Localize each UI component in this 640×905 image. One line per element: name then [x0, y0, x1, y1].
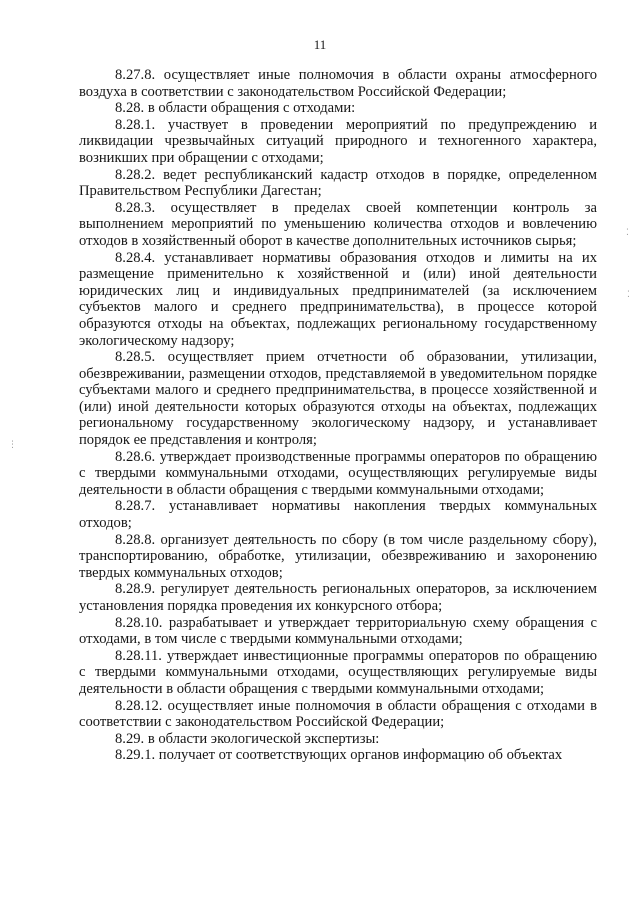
paragraph-8-28: 8.28. в области обращения с отходами:	[115, 100, 356, 117]
paragraph-8-27-8: 8.27.8. осуществляет иные полномочия в области охраны атмосферного воздуха в соответствии с законодательством Российской Федерации;	[79, 67, 597, 100]
paragraph-8-28-8: 8.28.8. организует деятельность по сбору (в том числе раздельному сбору), транспортированию, обработке, утилизации, обезвреживанию и захоронению твердых коммунальных отходов;	[79, 531, 597, 581]
paragraph-8-29: 8.29. в области экологической экспертизы:	[115, 730, 380, 747]
scan-speckle-right-bottom: ⁚	[627, 290, 630, 300]
scan-speckle-right-top: ⁚	[626, 228, 629, 238]
paragraph-8-28-5: 8.28.5. осуществляет прием отчетности об образовании, утилизации, обезвреживании, размещении отходов, представляемой в уведомительном порядке субъектами малого и среднего предпринимательства, в процессе хозяйственной и (или) иной деятельности которых образуются отходы на объектах, подлежащих региональному государственному экологическому надзору, и устанавливает порядок ее представления и контроля;	[79, 349, 597, 449]
paragraph-8-28-11: 8.28.11. утверждает инвестиционные программы операторов по обращению с твердыми коммунальными отходами, осуществляющих регулируемые виды деятельности в области обращения с твердыми коммунальными отходами;	[79, 647, 597, 697]
paragraph-8-28-7: 8.28.7. устанавливает нормативы накопления твердых коммунальных отходов;	[79, 498, 597, 532]
paragraph-8-28-3: 8.28.3. осуществляет в пределах своей компетенции контроль за выполнением мероприятий по уменьшению количества отходов и вовлечению отходов в хозяйственный оборот в качестве дополнительных источников сырья;	[79, 199, 597, 249]
paragraph-8-28-9: 8.28.9. регулирует деятельность региональных операторов, за исключением установления порядка проведения их конкурсного отбора;	[79, 581, 597, 614]
paragraph-8-28-2: 8.28.2. ведет республиканский кадастр отходов в порядке, определенном Правительством Республики Дагестан;	[79, 166, 597, 200]
paragraph-8-28-12: 8.28.12. осуществляет иные полномочия в области обращения с отходами в соответствии с законодательством Российской Федерации;	[79, 697, 597, 731]
paragraph-8-29-1: 8.29.1. получает от соответствующих органов информацию об объектах	[115, 747, 563, 764]
page-number: 11	[313, 37, 327, 52]
paragraph-8-28-10: 8.28.10. разрабатывает и утверждает территориальную схему обращения с отходами, в том числе с твердыми коммунальными отходами;	[79, 614, 597, 648]
paragraph-8-28-1: 8.28.1. участвует в проведении мероприятий по предупреждению и ликвидации чрезвычайных ситуаций природного и техногенного характера, возникших при обращении с отходами;	[79, 116, 597, 166]
document-body	[79, 67, 597, 764]
scan-speckle-left: ⋮	[8, 440, 17, 450]
paragraph-8-28-4: 8.28.4. устанавливает нормативы образования отходов и лимиты на их размещение применительно к хозяйственной и (или) иной деятельности юридических лиц и индивидуальных предпринимателей (за исключением субъектов малого и среднего предпринимательства), в процессе которой образуются отходы на объектах, подлежащих региональному государственному экологическому надзору;	[79, 249, 597, 349]
paragraph-8-28-6: 8.28.6. утверждает производственные программы операторов по обращению с твердыми коммунальными отходами, осуществляющих регулируемые виды деятельности в области обращения с твердыми коммунальными отходами;	[79, 448, 597, 498]
